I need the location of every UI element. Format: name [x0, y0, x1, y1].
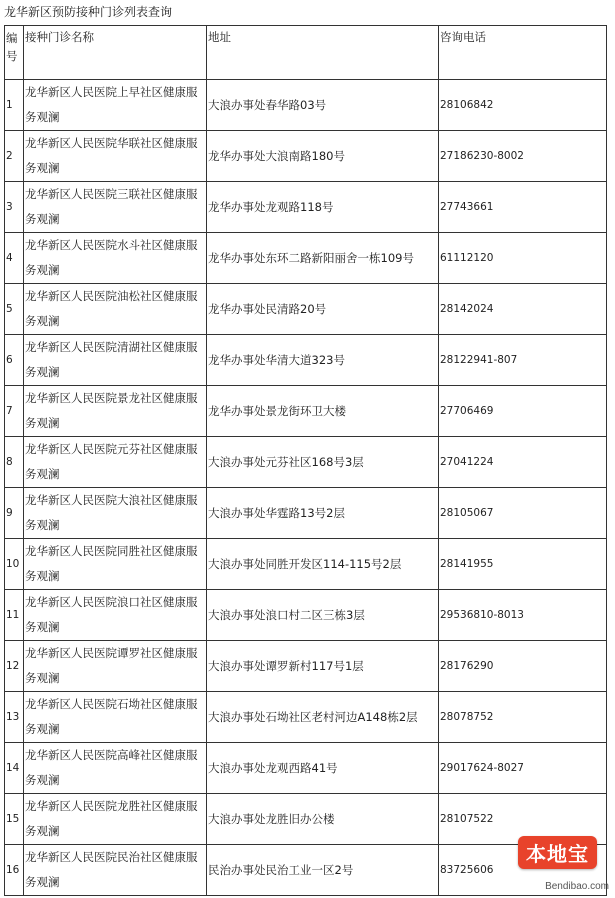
clinic-address: 大浪办事处春华路03号	[207, 80, 439, 131]
clinic-phone: 28141955	[439, 539, 607, 590]
table-row	[5, 335, 607, 386]
table-row	[5, 80, 607, 131]
row-number: 16	[5, 845, 24, 896]
watermark-logo: 本地宝	[518, 836, 597, 869]
clinic-name: 龙华新区人民医院浪口社区健康服务观澜	[24, 590, 207, 641]
row-number: 11	[5, 590, 24, 641]
clinic-phone: 28107522	[439, 794, 607, 845]
clinic-phone: 83725606	[439, 845, 607, 896]
table-row	[5, 182, 607, 233]
clinic-address: 大浪办事处石坳社区老村河边A148栋2层	[207, 692, 439, 743]
table-row	[5, 233, 607, 284]
clinic-phone: 27041224	[439, 437, 607, 488]
bendibao-watermark	[503, 836, 611, 892]
table-row	[5, 641, 607, 692]
clinic-address: 大浪办事处同胜开发区114-115号2层	[207, 539, 439, 590]
table-row	[5, 488, 607, 539]
table-row	[5, 590, 607, 641]
row-number: 15	[5, 794, 24, 845]
table-row	[5, 743, 607, 794]
table-row	[5, 386, 607, 437]
clinic-address: 大浪办事处谭罗新村117号1层	[207, 641, 439, 692]
clinic-name: 龙华新区人民医院同胜社区健康服务观澜	[24, 539, 207, 590]
table-header-row	[5, 26, 607, 80]
clinic-name: 龙华新区人民医院元芬社区健康服务观澜	[24, 437, 207, 488]
clinic-phone: 61112120	[439, 233, 607, 284]
clinic-name: 龙华新区人民医院清湖社区健康服务观澜	[24, 335, 207, 386]
header-clinic-name: 接种门诊名称	[24, 26, 207, 80]
table-row	[5, 539, 607, 590]
clinic-address: 大浪办事处龙观西路41号	[207, 743, 439, 794]
clinic-table	[4, 25, 607, 896]
clinic-phone: 29536810-8013	[439, 590, 607, 641]
clinic-name: 龙华新区人民医院油松社区健康服务观澜	[24, 284, 207, 335]
clinic-phone: 27706469	[439, 386, 607, 437]
clinic-phone: 28176290	[439, 641, 607, 692]
clinic-phone: 28078752	[439, 692, 607, 743]
clinic-name: 龙华新区人民医院高峰社区健康服务观澜	[24, 743, 207, 794]
row-number: 7	[5, 386, 24, 437]
clinic-phone: 29017624-8027	[439, 743, 607, 794]
header-number: 编号	[5, 26, 24, 80]
clinic-name: 龙华新区人民医院华联社区健康服务观澜	[24, 131, 207, 182]
clinic-name: 龙华新区人民医院民治社区健康服务观澜	[24, 845, 207, 896]
clinic-address: 龙华办事处景龙街环卫大楼	[207, 386, 439, 437]
clinic-phone: 28122941-807	[439, 335, 607, 386]
clinic-phone: 27743661	[439, 182, 607, 233]
table-row	[5, 692, 607, 743]
clinic-address: 龙华办事处华清大道323号	[207, 335, 439, 386]
row-number: 13	[5, 692, 24, 743]
row-number: 12	[5, 641, 24, 692]
clinic-address: 大浪办事处华霆路13号2层	[207, 488, 439, 539]
header-phone: 咨询电话	[439, 26, 607, 80]
row-number: 2	[5, 131, 24, 182]
clinic-name: 龙华新区人民医院大浪社区健康服务观澜	[24, 488, 207, 539]
row-number: 8	[5, 437, 24, 488]
clinic-phone: 27186230-8002	[439, 131, 607, 182]
clinic-address: 民治办事处民治工业一区2号	[207, 845, 439, 896]
row-number: 14	[5, 743, 24, 794]
clinic-name: 龙华新区人民医院龙胜社区健康服务观澜	[24, 794, 207, 845]
clinic-address: 龙华办事处大浪南路180号	[207, 131, 439, 182]
table-row	[5, 131, 607, 182]
clinic-name: 龙华新区人民医院石坳社区健康服务观澜	[24, 692, 207, 743]
clinic-address: 龙华办事处龙观路118号	[207, 182, 439, 233]
table-row	[5, 437, 607, 488]
clinic-address: 龙华办事处民清路20号	[207, 284, 439, 335]
row-number: 6	[5, 335, 24, 386]
page-title: 龙华新区预防接种门诊列表查询	[4, 5, 173, 19]
clinic-address: 大浪办事处元芬社区168号3层	[207, 437, 439, 488]
watermark-url: Bendibao.com	[545, 881, 609, 892]
row-number: 3	[5, 182, 24, 233]
clinic-phone: 28105067	[439, 488, 607, 539]
row-number: 4	[5, 233, 24, 284]
clinic-address: 大浪办事处浪口村二区三栋3层	[207, 590, 439, 641]
header-address: 地址	[207, 26, 439, 80]
clinic-name: 龙华新区人民医院景龙社区健康服务观澜	[24, 386, 207, 437]
row-number: 9	[5, 488, 24, 539]
clinic-name: 龙华新区人民医院三联社区健康服务观澜	[24, 182, 207, 233]
clinic-name: 龙华新区人民医院谭罗社区健康服务观澜	[24, 641, 207, 692]
clinic-address: 龙华办事处东环二路新阳丽舍一栋109号	[207, 233, 439, 284]
row-number: 5	[5, 284, 24, 335]
clinic-phone: 28142024	[439, 284, 607, 335]
row-number: 10	[5, 539, 24, 590]
clinic-name: 龙华新区人民医院水斗社区健康服务观澜	[24, 233, 207, 284]
clinic-phone: 28106842	[439, 80, 607, 131]
clinic-address: 大浪办事处龙胜旧办公楼	[207, 794, 439, 845]
clinic-name: 龙华新区人民医院上早社区健康服务观澜	[24, 80, 207, 131]
table-row	[5, 284, 607, 335]
row-number: 1	[5, 80, 24, 131]
